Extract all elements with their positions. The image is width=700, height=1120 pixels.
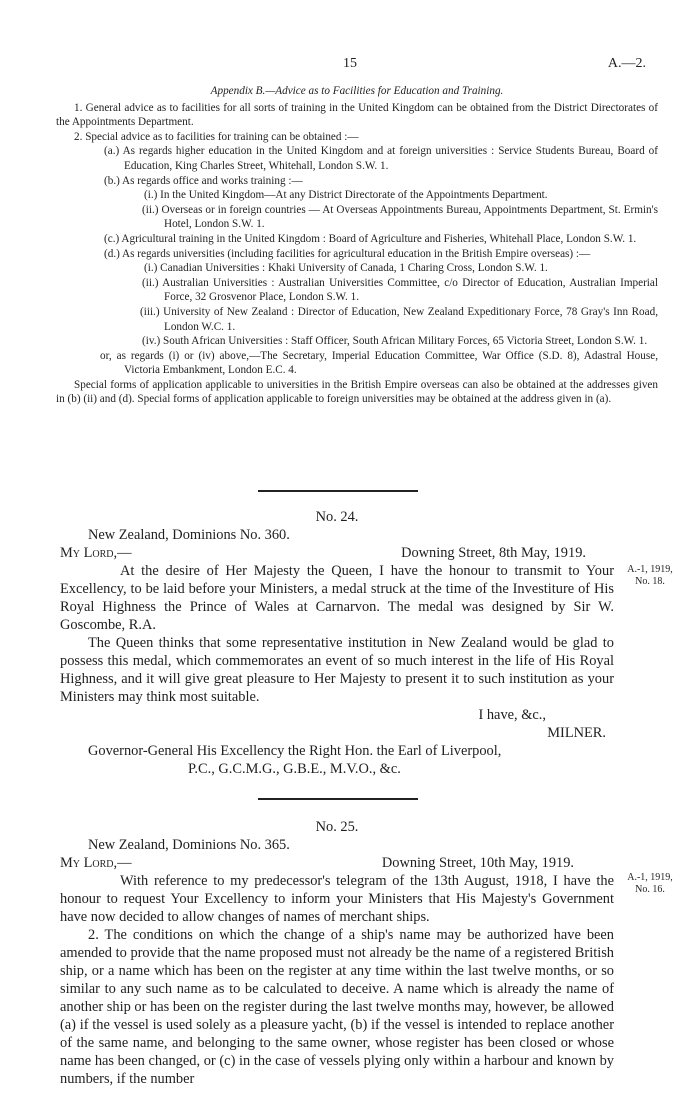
letter-number: No. 25. [315, 819, 359, 835]
appendix-line: (iii.) University of New Zealand : Director of Education, New Zealand Expeditionary Force, 78 Gray's Inn Road, London W.C. 1. [140, 305, 658, 333]
letter-number: No. 24. [315, 509, 359, 525]
dominion-line: New Zealand, Dominions No. 360. [88, 527, 290, 543]
appendix-line: (b.) As regards office and works training :— [104, 174, 303, 187]
letter-paragraph: With reference to my predecessor's telegram of the 13th August, 1918, I have the honour to request Your Excellency to inform your Ministers that His Majesty's Government have now decided to allow changes of names of merchant ships. [60, 873, 614, 925]
salutation: My Lord,— [60, 545, 132, 561]
appendix-line: 2. Special advice as to facilities for training can be obtained :— [74, 130, 359, 143]
addressee: Governor-General His Excellency the Right Hon. the Earl of Liverpool, [88, 743, 502, 759]
salutation-row [60, 544, 614, 562]
closing: I have, &c., [478, 707, 546, 723]
salutation-row [60, 854, 614, 872]
appendix-line: (d.) As regards universities (including facilities for agricultural education in the British Empire overseas) :— [104, 247, 591, 260]
appendix-line: (ii.) Overseas or in foreign countries — At Overseas Appointments Bureau, Appointments Department, St. Ermin's Hotel, London S.W. 1. [142, 203, 658, 231]
margin-reference [622, 564, 678, 588]
section-rule [258, 798, 418, 800]
salutation: My Lord,— [60, 855, 132, 871]
signature: MILNER. [547, 725, 606, 741]
appendix-line: Special forms of application applicable to universities in the British Empire overseas can also be obtained at the addresses given in (b) (ii) and (d). Special forms of application applicable to foreign universities may be obtained at the address given in (a). [56, 378, 658, 406]
appendix-line: (ii.) Australian Universities : Australian Universities Committee, c/o Director of Education, Australian Imperial Force, 32 Grosvenor Place, London S.W. 1. [142, 276, 658, 304]
addressee: P.C., G.C.M.G., G.B.E., M.V.O., &c. [188, 761, 401, 777]
appendix-line: (i.) Canadian Universities : Khaki University of Canada, 1 Charing Cross, London S.W. 1. [144, 262, 548, 275]
dateline: Downing Street, 8th May, 1919. [401, 545, 586, 561]
margin-reference-line: No. 16. [635, 884, 665, 895]
appendix-b [56, 84, 658, 407]
appendix-line: (iv.) South African Universities : Staff Officer, South African Military Forces, 65 Victoria Street, London S.W. 1. [142, 335, 648, 348]
section-rule [258, 490, 418, 492]
margin-reference [622, 872, 678, 896]
letter-paragraph: 2. The conditions on which the change of a ship's name may be authorized have been amended to provide that the name proposed must not already be the name of a registered British ship, or a name which has been on the register at any time within the last twelve months, or so similar to any such name as to be calculated to deceive. A name which is already the name of another ship or has been on the register during the last twelve months may, however, be allowed (a) if the vessel is used solely as a pleasure yacht, (b) if the vessel is intended to replace another of the same name, and belonging to the same owner, whose register has been closed or whose name has been changed, or (c) in the case of vessels plying only within a harbour and known by numbers, if the number [60, 927, 614, 1087]
appendix-line: (c.) Agricultural training in the United Kingdom : Board of Agriculture and Fisheries, Whitehall Place, London S.W. 1. [104, 232, 637, 245]
appendix-line: or, as regards (i) or (iv) above,—The Secretary, Imperial Education Committee, War Office (S.D. 8), Adastral House, Victoria Embankment, London E.C. 4. [100, 349, 658, 377]
letter-no-25 [60, 818, 614, 1088]
appendix-title: Appendix B.—Advice as to Facilities for Education and Training. [210, 85, 504, 97]
dominion-line: New Zealand, Dominions No. 365. [88, 837, 290, 853]
dateline: Downing Street, 10th May, 1919. [381, 855, 574, 871]
document-reference: A.—2. [607, 56, 646, 71]
appendix-line: 1. General advice as to facilities for all sorts of training in the United Kingdom can be obtained from the District Directorates of the Appointments Department. [56, 101, 658, 129]
page-number: 15 [343, 56, 357, 71]
appendix-line: (i.) In the United Kingdom—At any District Directorate of the Appointments Department. [144, 189, 548, 202]
letter-paragraph: At the desire of Her Majesty the Queen, I have the honour to transmit to Your Excellency, to be laid before your Ministers, a medal struck at the time of the Investiture of His Royal Highness the Prince of Wales at Carnarvon. The medal was designed by Sir W. Goscombe, R.A. [60, 563, 614, 633]
appendix-line: (a.) As regards higher education in the United Kingdom and at foreign universities : Service Students Bureau, Board of Education, King Charles Street, Whitehall, London S.W. 1. [104, 145, 658, 172]
margin-reference-line: No. 18. [635, 576, 665, 587]
margin-reference-line: A.-1, 1919, [627, 564, 673, 575]
letter-no-24 [60, 508, 614, 778]
letter-paragraph: The Queen thinks that some representative institution in New Zealand would be glad to possess this medal, which commemorates an event of so much interest in the life of His Royal Highness, and it will give great pleasure to Her Majesty to present it to such institution as your Ministers may think most suitable. [60, 635, 614, 705]
margin-reference-line: A.-1, 1919, [627, 872, 673, 883]
